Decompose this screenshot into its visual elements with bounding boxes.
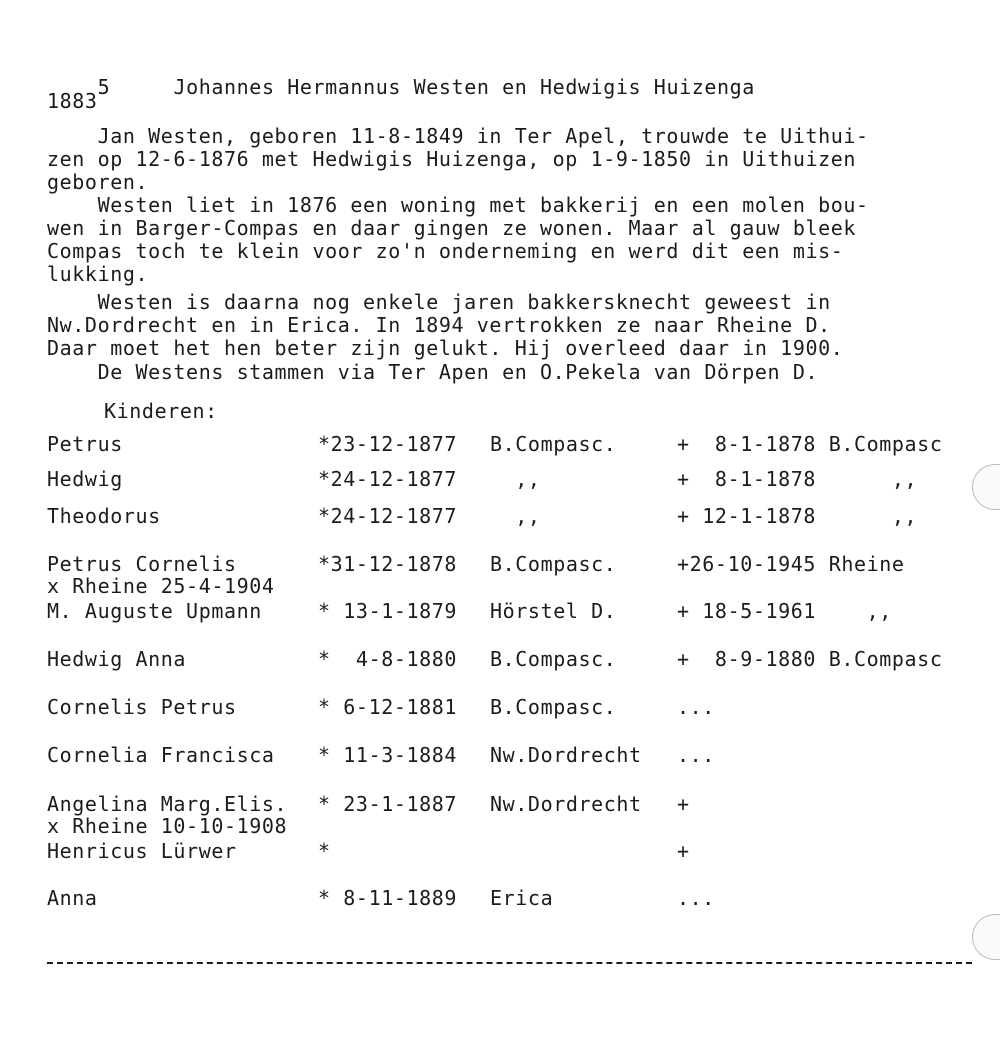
child-row — [47, 744, 987, 766]
child-birth: *23-12-1877 — [318, 432, 458, 456]
child-death: + 8-1-1878 ,, — [677, 467, 918, 491]
spouse-birth: * — [318, 839, 331, 863]
page-number: 5 — [97, 75, 111, 99]
child-row — [47, 887, 987, 909]
page-title: Johannes Hermannus Westen en Hedwigis Huizenga — [173, 75, 755, 99]
child-name: Hedwig — [47, 467, 123, 491]
heading-gap — [110, 75, 173, 99]
child-row — [47, 468, 987, 490]
child-birth-place: B.Compasc. — [490, 647, 617, 671]
child-birth-place: ,, — [490, 504, 541, 528]
marriage-note: x Rheine 10-10-1908 — [47, 814, 288, 838]
spouse-name: M. Auguste Upmann — [47, 599, 262, 623]
marriage-row — [47, 575, 987, 597]
spouse-death: + 18-5-1961 ,, — [677, 599, 892, 623]
child-birth-place: Erica — [490, 886, 554, 910]
child-death: ... — [677, 886, 715, 910]
child-row — [47, 648, 987, 670]
marriage-row — [47, 815, 987, 837]
child-death: ... — [677, 743, 715, 767]
paragraph-line: lukking. — [47, 262, 149, 286]
spouse-row — [47, 600, 987, 622]
child-row — [47, 433, 987, 455]
child-death: + 8-9-1880 B.Compasc — [677, 647, 943, 671]
child-row — [47, 793, 987, 815]
year-label: 1883 — [47, 89, 98, 113]
child-name: Hedwig Anna — [47, 647, 187, 671]
paragraph-line: geboren. — [47, 170, 149, 194]
paragraph-line: Westen liet in 1876 een woning met bakkerij en een molen bou- — [47, 193, 869, 217]
paragraph-line: De Westens stammen via Ter Apen en O.Pekela van Dörpen D. — [47, 360, 819, 384]
spouse-row — [47, 840, 987, 862]
child-row — [47, 553, 987, 575]
child-birth-place: Nw.Dordrecht — [490, 743, 642, 767]
spouse-death: + — [677, 839, 690, 863]
paragraph-line: Compas toch te klein voor zo'n onderneming en werd dit een mis- — [47, 239, 844, 263]
child-death: + 8-1-1878 B.Compasc — [677, 432, 943, 456]
paragraph-line: Westen is daarna nog enkele jaren bakkersknecht geweest in — [47, 290, 831, 314]
child-birth: *24-12-1877 — [318, 467, 458, 491]
child-birth: *31-12-1878 — [318, 552, 458, 576]
child-birth: * 11-3-1884 — [318, 743, 458, 767]
child-birth: * 6-12-1881 — [318, 695, 458, 719]
child-death: +26-10-1945 Rheine — [677, 552, 905, 576]
child-death: + 12-1-1878 ,, — [677, 504, 918, 528]
child-birth-place: B.Compasc. — [490, 432, 617, 456]
spouse-birth-place: Hörstel D. — [490, 599, 617, 623]
child-row — [47, 505, 987, 527]
page-heading — [47, 54, 755, 120]
paragraph-line: Daar moet het hen beter zijn gelukt. Hij overleed daar in 1900. — [47, 336, 844, 360]
punch-hole — [972, 914, 1000, 960]
child-name: Cornelis Petrus — [47, 695, 237, 719]
child-birth: *24-12-1877 — [318, 504, 458, 528]
child-name: Theodorus — [47, 504, 161, 528]
child-row — [47, 696, 987, 718]
dashed-divider — [47, 962, 972, 964]
paragraph-line: Nw.Dordrecht en in Erica. In 1894 vertrokken ze naar Rheine D. — [47, 313, 831, 337]
spouse-birth: * 13-1-1879 — [318, 599, 458, 623]
child-name: Anna — [47, 886, 98, 910]
child-birth: * 4-8-1880 — [318, 647, 458, 671]
child-death: ... — [677, 695, 715, 719]
paragraph-line: Jan Westen, geboren 11-8-1849 in Ter Apel, trouwde te Uithui- — [47, 124, 869, 148]
spouse-name: Henricus Lürwer — [47, 839, 237, 863]
child-birth: * 23-1-1887 — [318, 792, 458, 816]
child-name: Angelina Marg.Elis. — [47, 792, 288, 816]
child-birth-place: B.Compasc. — [490, 695, 617, 719]
paragraph-line: zen op 12-6-1876 met Hedwigis Huizenga, op 1-9-1850 in Uithuizen — [47, 147, 857, 171]
marriage-note: x Rheine 25-4-1904 — [47, 574, 275, 598]
child-birth-place: ,, — [490, 467, 541, 491]
child-name: Petrus Cornelis — [47, 552, 237, 576]
child-name: Petrus — [47, 432, 123, 456]
paragraph-line: wen in Barger-Compas en daar gingen ze wonen. Maar al gauw bleek — [47, 216, 857, 240]
child-birth-place: B.Compasc. — [490, 552, 617, 576]
child-birth: * 8-11-1889 — [318, 886, 458, 910]
child-name: Cornelia Francisca — [47, 743, 275, 767]
children-label: Kinderen: — [104, 399, 218, 423]
child-death: + — [677, 792, 690, 816]
child-birth-place: Nw.Dordrecht — [490, 792, 642, 816]
